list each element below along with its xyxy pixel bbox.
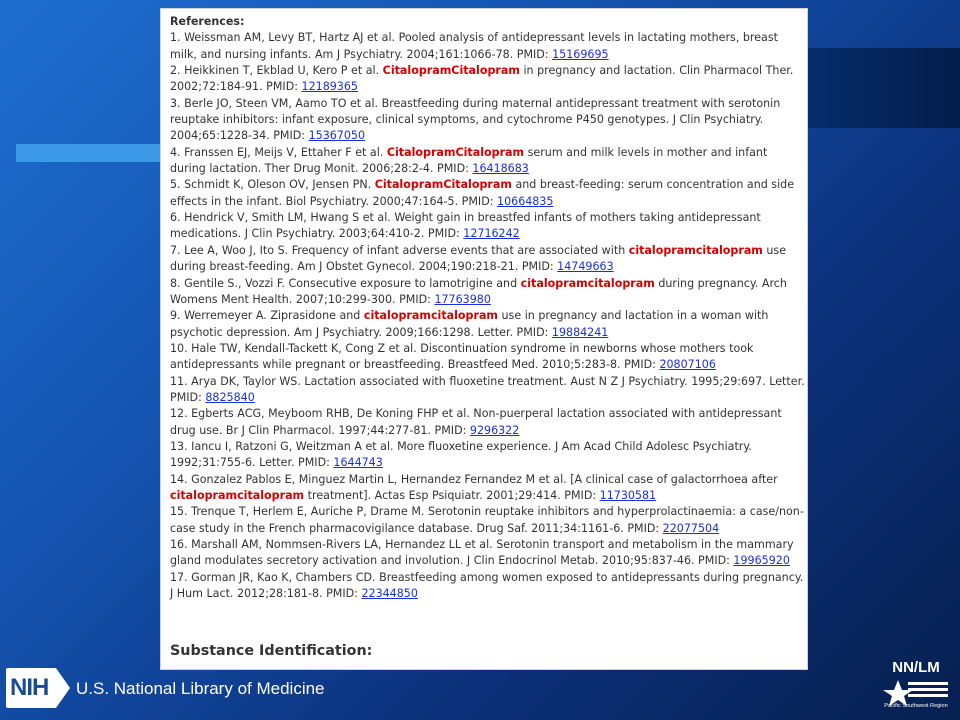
nih-logo-text: NIH xyxy=(10,674,49,701)
highlight-term: Citalopram xyxy=(451,64,520,78)
highlight-term: Citalopram xyxy=(374,178,444,192)
reference-item xyxy=(170,406,806,439)
reference-text: 15. Trenque T, Herlem E, Auriche P, Drame M. Serotonin reuptake inhibitors and hyperprolactinaemia: a case/non-case study in the French pharmacovigilance database. Drug Saf. 2011;34:1161-6. PMID: xyxy=(170,505,804,535)
highlight-term: citalopram xyxy=(170,488,238,502)
reference-item xyxy=(170,472,806,505)
reference-item xyxy=(170,63,806,96)
pmid-link[interactable]: 16418683 xyxy=(472,162,529,176)
highlight-term: citalopram xyxy=(628,243,696,257)
highlight-term: citalopram xyxy=(237,488,305,502)
reference-text: use in pregnancy and lactation in a woman with psychotic depression. Am J Psychiatry. 2009;166:1298. Letter. PMID: xyxy=(170,309,769,339)
reference-text: 3. Berle JO, Steen VM, Aamo TO et al. Breastfeeding during maternal antidepressant treatment with serotonin reuptake inhibitors: infant exposure, clinical symptoms, and cytochrome P450 genotypes. J Clin Psychiatry. 2004;65:1228-34. PMID: xyxy=(170,96,781,143)
reference-text: 6. Hendrick V, Smith LM, Hwang S et al. Weight gain in breastfed infants of mothers taking antidepressant medications. J Clin Psychiatry. 2003;64:410-2. PMID: xyxy=(170,211,761,241)
reference-item xyxy=(170,177,806,210)
reference-item xyxy=(170,341,806,374)
references-list xyxy=(170,14,806,602)
nnlm-region: Pacific Southwest Region xyxy=(884,703,948,709)
references-items xyxy=(170,30,806,602)
reference-item xyxy=(170,308,806,341)
reference-text: 11. Arya DK, Taylor WS. Lactation associated with fluoxetine treatment. Aust N Z J Psychiatry. 1995;29:697. Letter. PMID: xyxy=(170,374,805,404)
nnlm-title: NN/LM xyxy=(892,659,940,676)
reference-text: and breast-feeding: serum concentration and side effects in the infant. Biol Psychiatry. 2000;47:164-5. PMID: xyxy=(170,178,795,208)
reference-text: during pregnancy. Arch Womens Ment Health. 2007;10:299-300. PMID: xyxy=(170,276,787,306)
pmid-link[interactable]: 19965920 xyxy=(733,554,790,568)
pmid-link[interactable]: 19884241 xyxy=(551,325,609,339)
reference-item xyxy=(170,504,806,537)
reference-text: use during breast-feeding. Am J Obstet Gynecol. 2004;190:218-21. PMID: xyxy=(170,243,787,274)
reference-text: 2. Heikkinen T, Ekblad U, Kero P et al. xyxy=(170,64,383,78)
reference-item xyxy=(170,374,806,407)
pmid-link[interactable]: 8825840 xyxy=(205,390,255,404)
reference-text: 10. Hale TW, Kendall-Tackett K, Cong Z et al. Discontinuation syndrome in newborns whose mothers took antidepressants while pregnant or breastfeeding. Breastfeed Med. 2010;5:283-8. PMID: xyxy=(170,341,754,372)
reference-text: 17. Gorman JR, Kao K, Chambers CD. Breastfeeding among women exposed to antidepressants during pregnancy. J Hum Lact. 2012;28:181-8. PMID: xyxy=(170,570,804,601)
reference-item xyxy=(170,96,806,145)
background-stripe-light xyxy=(16,144,176,162)
pmid-link[interactable]: 20807106 xyxy=(659,358,716,372)
reference-text: 1. Weissman AM, Levy BT, Hartz AJ et al. Pooled analysis of antidepressant levels in lactating mothers, breast milk, and nursing infants. Am J Psychiatry. 2004;161:1066-78. PMID: xyxy=(170,31,778,61)
reference-text: in pregnancy and lactation. Clin Pharmacol Ther. 2002;72:184-91. PMID: xyxy=(170,64,794,94)
highlight-term: citalopram xyxy=(695,243,763,257)
nlm-name: U.S. National Library of Medicine xyxy=(76,679,325,698)
reference-text: 4. Franssen EJ, Meijs V, Ettaher F et al. xyxy=(170,145,387,159)
references-panel xyxy=(160,8,808,670)
reference-item xyxy=(170,276,806,309)
highlight-term: Citalopram xyxy=(382,64,452,78)
pmid-link[interactable]: 12716242 xyxy=(463,227,520,241)
reference-text: serum and milk levels in mother and infant during lactation. Ther Drug Monit. 2006;28:2-4. PMID: xyxy=(170,145,768,176)
pmid-link[interactable]: 14749663 xyxy=(557,260,614,274)
substance-identification-heading: Substance Identification: xyxy=(170,643,373,659)
reference-item xyxy=(170,145,806,178)
pmid-link[interactable]: 10664835 xyxy=(497,194,554,208)
pmid-link[interactable]: 1644743 xyxy=(333,456,383,470)
pmid-link[interactable]: 15367050 xyxy=(308,129,366,143)
reference-item xyxy=(170,537,806,570)
reference-text: 8. Gentile S., Vozzi F. Consecutive exposure to lamotrigine and xyxy=(170,276,521,290)
reference-text: 7. Lee A, Woo J, Ito S. Frequency of infant adverse events that are associated with xyxy=(170,243,629,257)
reference-item xyxy=(170,30,806,63)
reference-text: 9. Werremeyer A. Ziprasidone and xyxy=(170,309,364,323)
pmid-link[interactable]: 15169695 xyxy=(552,47,609,61)
highlight-term: citalopram xyxy=(363,309,431,323)
reference-text: 13. Iancu I, Ratzoni G, Weitzman A et al. More fluoxetine experience. J Am Acad Child Adolesc Psychiatry. 1992;31:755-6. Letter. PMID: xyxy=(170,439,752,470)
reference-item xyxy=(170,243,806,276)
references-heading: References: xyxy=(170,15,245,28)
highlight-term: citalopram xyxy=(520,276,588,290)
pmid-link[interactable]: 22344850 xyxy=(361,587,418,601)
highlight-term: Citalopram xyxy=(443,178,512,192)
reference-text: 12. Egberts ACG, Meyboom RHB, De Koning FHP et al. Non-puerperal lactation associated with antidepressant drug use. Br J Clin Pharmacol. 1997;44:277-81. PMID: xyxy=(170,407,782,437)
pmid-link[interactable]: 9296322 xyxy=(469,423,520,437)
highlight-term: Citalopram xyxy=(386,145,456,159)
reference-text: 16. Marshall AM, Nommsen-Rivers LA, Hernandez LL et al. Serotonin transport and metabolism in the mammary gland modulates secretory activation and involution. J Clin Endocrinol Metab. 2010;95:837-46. PMID: xyxy=(170,538,794,568)
highlight-term: citalopram xyxy=(587,276,655,290)
pmid-link[interactable]: 22077504 xyxy=(662,521,720,535)
reference-text: 14. Gonzalez Pablos E, Minguez Martin L, Hernandez Fernandez M et al. [A clinical case of galactorrhoea after xyxy=(170,472,778,486)
pmid-link[interactable]: 11730581 xyxy=(599,488,657,502)
reference-item xyxy=(170,439,806,472)
reference-text: treatment]. Actas Esp Psiquiatr. 2001;29:414. PMID: xyxy=(304,488,600,502)
reference-item xyxy=(170,570,806,603)
pmid-link[interactable]: 12189365 xyxy=(301,80,358,94)
pmid-link[interactable]: 17763980 xyxy=(434,292,491,306)
reference-text: 5. Schmidt K, Oleson OV, Jensen PN. xyxy=(170,178,375,192)
reference-item xyxy=(170,210,806,243)
highlight-term: citalopram xyxy=(430,309,498,323)
highlight-term: Citalopram xyxy=(455,145,525,159)
